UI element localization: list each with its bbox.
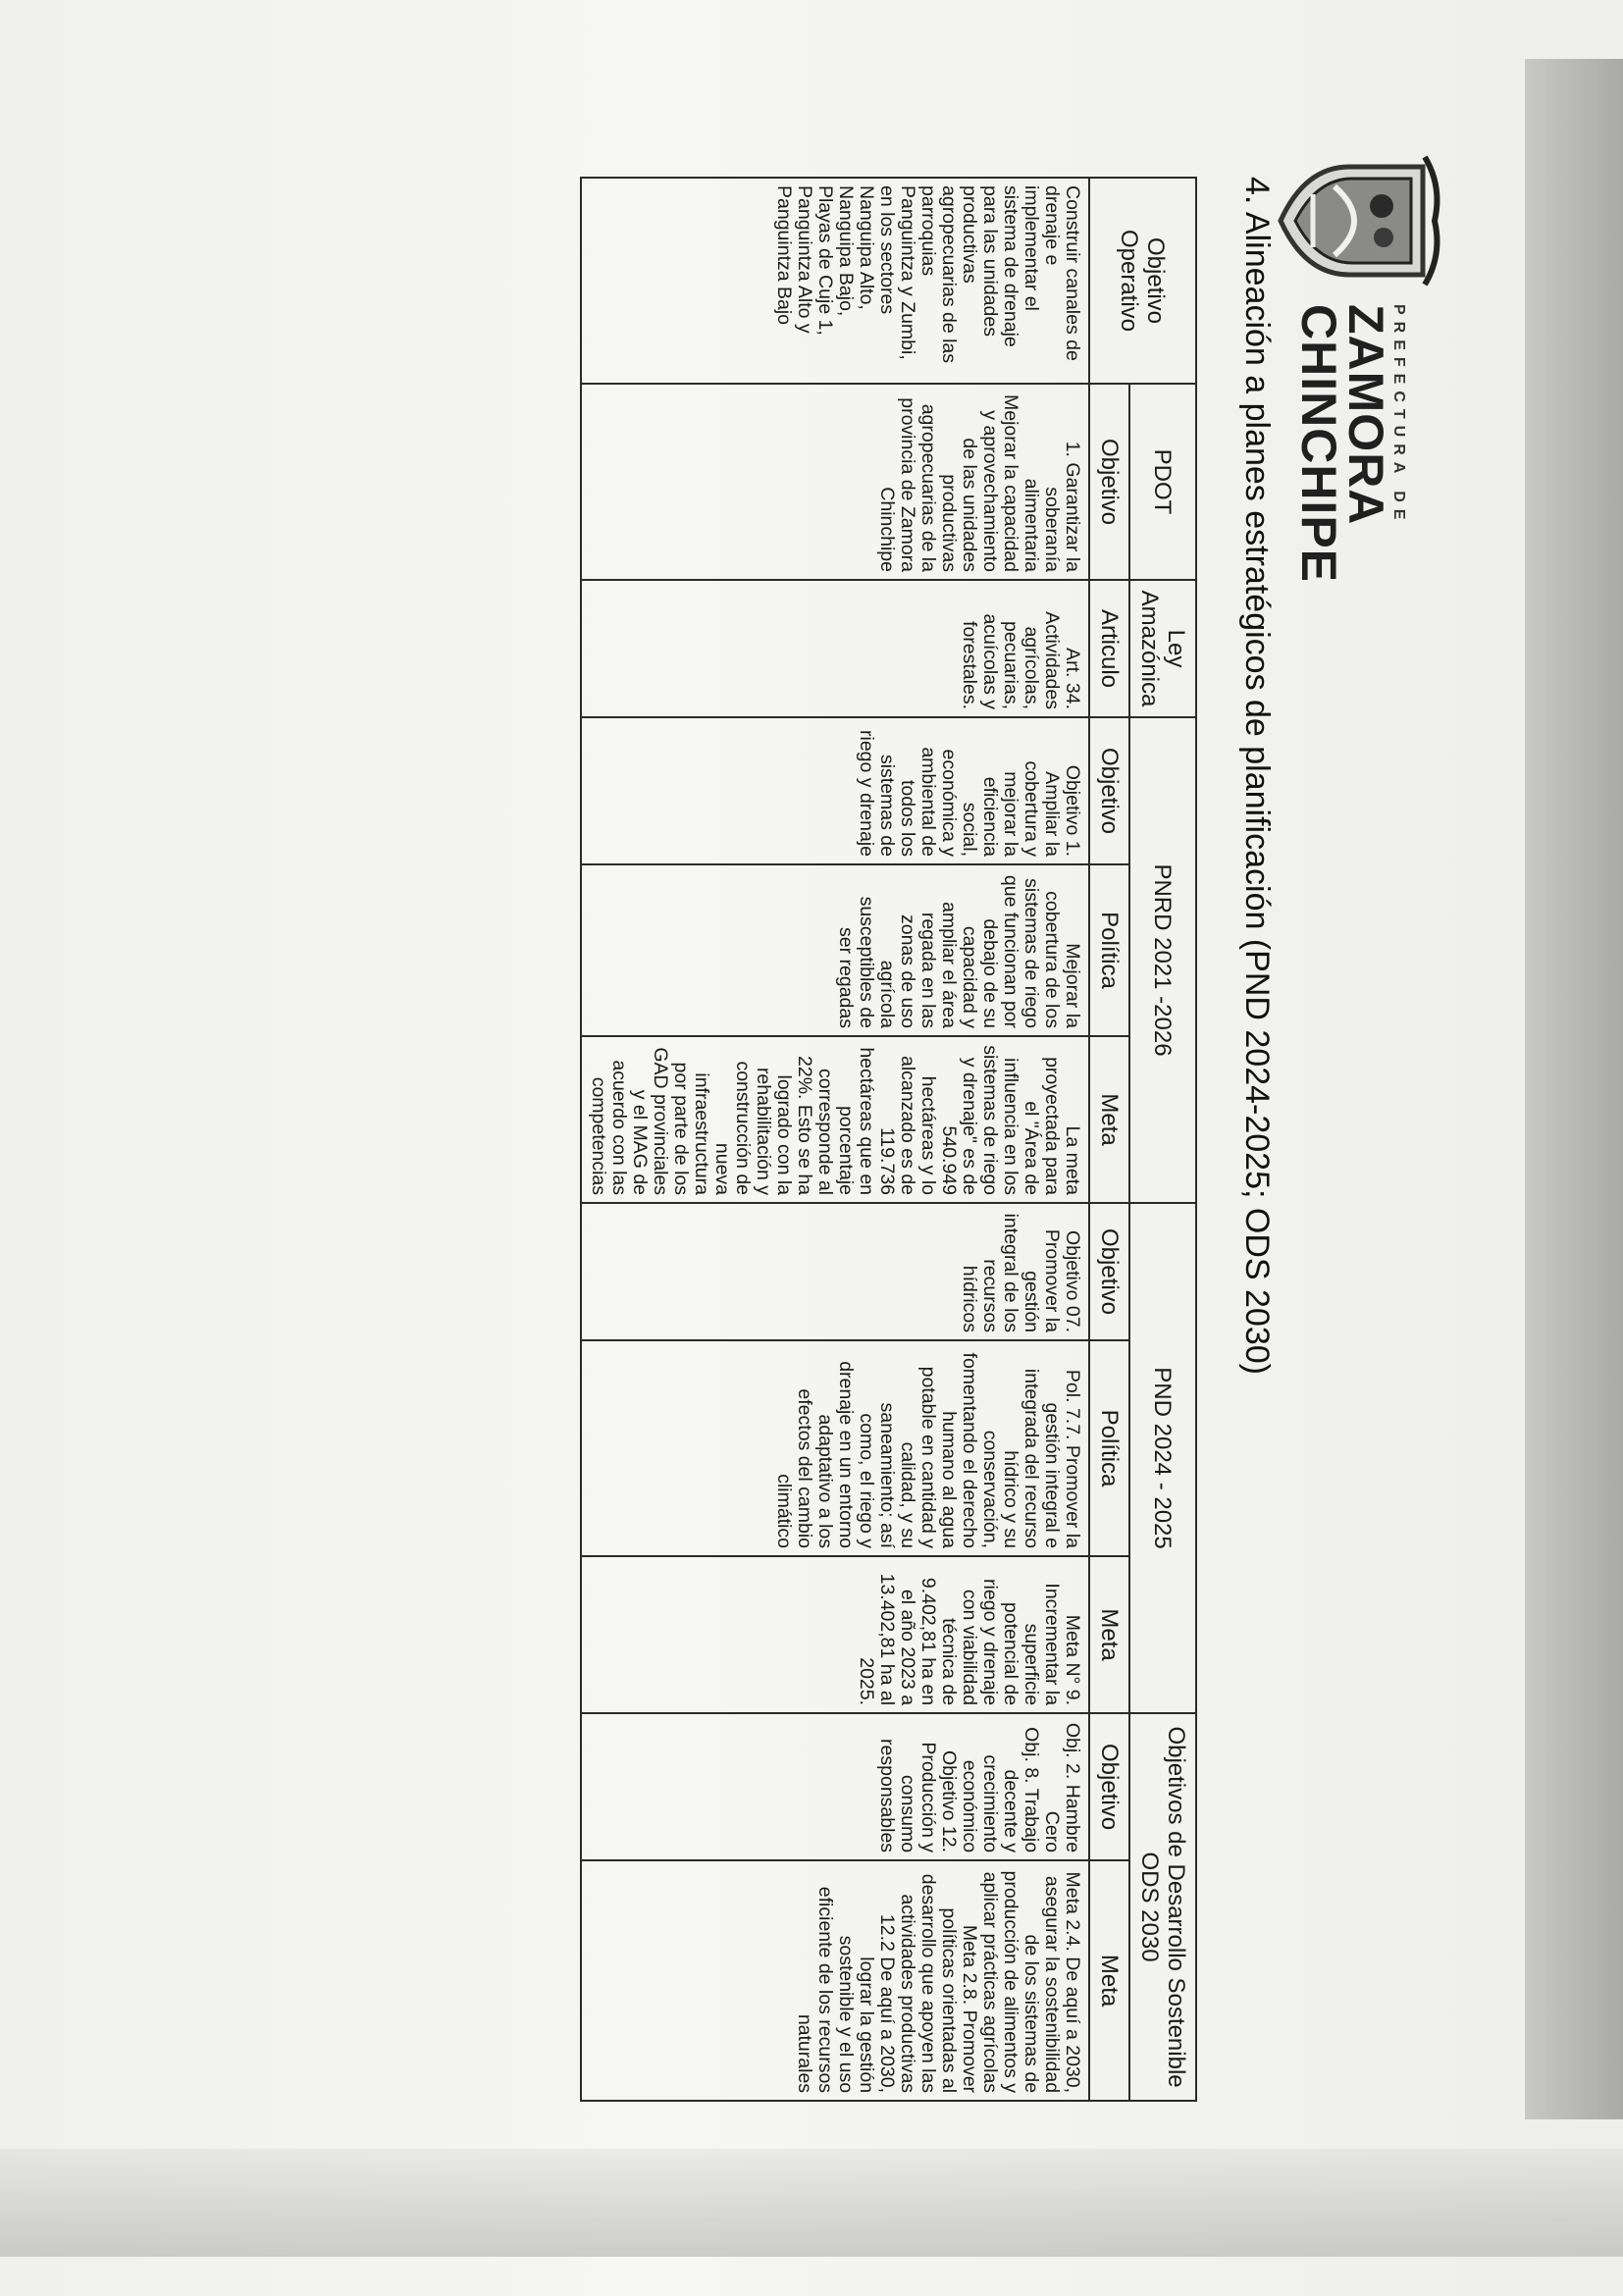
brand-name-line1: ZAMORA (1338, 304, 1393, 526)
cell-pnd-meta: Meta N° 9. Incrementar la superficie potencial de riego y drenaje con viabilidad técnica de 9.402,81 ha en el año 2023 a 13.402,81 ha al 2025. (581, 1556, 1089, 1713)
prefecture-crest-icon (1276, 147, 1442, 294)
cell-ley-articulo: Art. 34. Actividades agrícolas, pecuarias, acuícolas y forestales. (581, 580, 1089, 717)
header-pnrd: PNRD 2021 -2026 (1129, 717, 1196, 1203)
brand-name-line2: CHINCHIPE (1291, 304, 1346, 584)
scan-shadow-right (1525, 59, 1623, 2119)
subheader-pdot-objetivo: Objetivo (1089, 384, 1129, 580)
header-ods: Objetivos de Desarrollo Sostenible ODS 2030 (1129, 1713, 1196, 2101)
subheader-ods-meta: Meta (1089, 1860, 1129, 2101)
subheader-pnrd-politica: Política (1089, 864, 1129, 1036)
cell-pnd-objetivo: Objetivo 07. Promover la gestión integral de los recursos hídricos (581, 1203, 1089, 1340)
cell-objetivo-operativo: Construir canales de drenaje e implementar el sistema de drenaje para las unidades productivas agropecuarias de las parroquias Panguintza y Zumbi, en los sectores Nanguipa Alto, Nanguipa Bajo, Playas de Cuje 1, Panguintza Alto y Panguintza Bajo (581, 178, 1089, 384)
brand-prefix: PREFECTURA DE (1390, 304, 1407, 527)
header-objetivo-operativo: Objetivo Operativo (1089, 178, 1196, 384)
cell-pnd-politica: Pol. 7.7. Promover la gestión integral e integrada del recurso hídrico y su conservación, fomentando el derecho humano al agua potable en cantidad y calidad, y su saneamiento; así como, el riego y drenaje en un entorno adaptativo a los efectos del cambio climático (581, 1340, 1089, 1556)
document-header (1238, 147, 1442, 2227)
rotated-document (137, 147, 1442, 2227)
table-row (581, 178, 1089, 2101)
cell-pnrd-objetivo: Objetivo 1. Ampliar la cobertura y mejorar la eficiencia social, económica y ambiental de todos los sistemas de riego y drenaje (581, 717, 1089, 864)
cell-ods-meta: Meta 2.4. De aquí a 2030, asegurar la sostenibilidad de los sistemas de producción de alimentos y aplicar prácticas agrícolas Meta 2.8. Promover políticas orientadas al desarrollo que apoyen las actividades productivas 12.2 De aquí a 2030, lograr la gestión sostenible y el uso eficiente de los recursos naturales (581, 1860, 1089, 2101)
subheader-pnrd-objetivo: Objetivo (1089, 717, 1129, 864)
cell-ods-objetivo: Obj. 2. Hambre Cero Obj. 8. Trabajo decente y crecimiento económico Objetivo 12. Producción y consumo responsables (581, 1713, 1089, 1860)
header-ley-amazonica: Ley Amazónica (1129, 580, 1196, 717)
subheader-ods-objetivo: Objetivo (1089, 1713, 1129, 1860)
section-title: 4. Alineación a planes estratégicos de planificación (PND 2024-2025; ODS 2030) (1238, 177, 1276, 1375)
cell-pnrd-meta: La meta proyectada para el "Área de influencia en los sistemas de riego y drenaje" es de 540.949 hectáreas y lo alcanzado es de 119.736 hectáreas que en porcentaje corresponde al 22%. Esto se ha logrado con la rehabilitación y construcción de nueva infraestructura por parte de los GAD provinciales y el MAG de acuerdo con las competencias (581, 1036, 1089, 1203)
subheader-ley-articulo: Articulo (1089, 580, 1129, 717)
subheader-pnd-objetivo: Objetivo (1089, 1203, 1129, 1340)
header-pdot: PDOT (1129, 384, 1196, 580)
subheader-pnrd-meta: Meta (1089, 1036, 1129, 1203)
alignment-table (580, 177, 1197, 2102)
subheader-pnd-politica: Política (1089, 1340, 1129, 1556)
subheader-pnd-meta: Meta (1089, 1556, 1129, 1713)
header-pnd: PND 2024 - 2025 (1129, 1203, 1196, 1713)
cell-pnrd-politica: Mejorar la cobertura de los sistemas de riego que funcionan por debajo de su capacidad y ampliar el área regada en las zonas de uso agrícola susceptibles de ser regadas (581, 864, 1089, 1036)
cell-pdot-objetivo: 1. Garantizar la soberanía alimentaria Mejorar la capacidad y aprovechamiento de las unidades productivas agropecuarias de la provincia de Zamora Chinchipe (581, 384, 1089, 580)
brand-block (1291, 304, 1407, 584)
